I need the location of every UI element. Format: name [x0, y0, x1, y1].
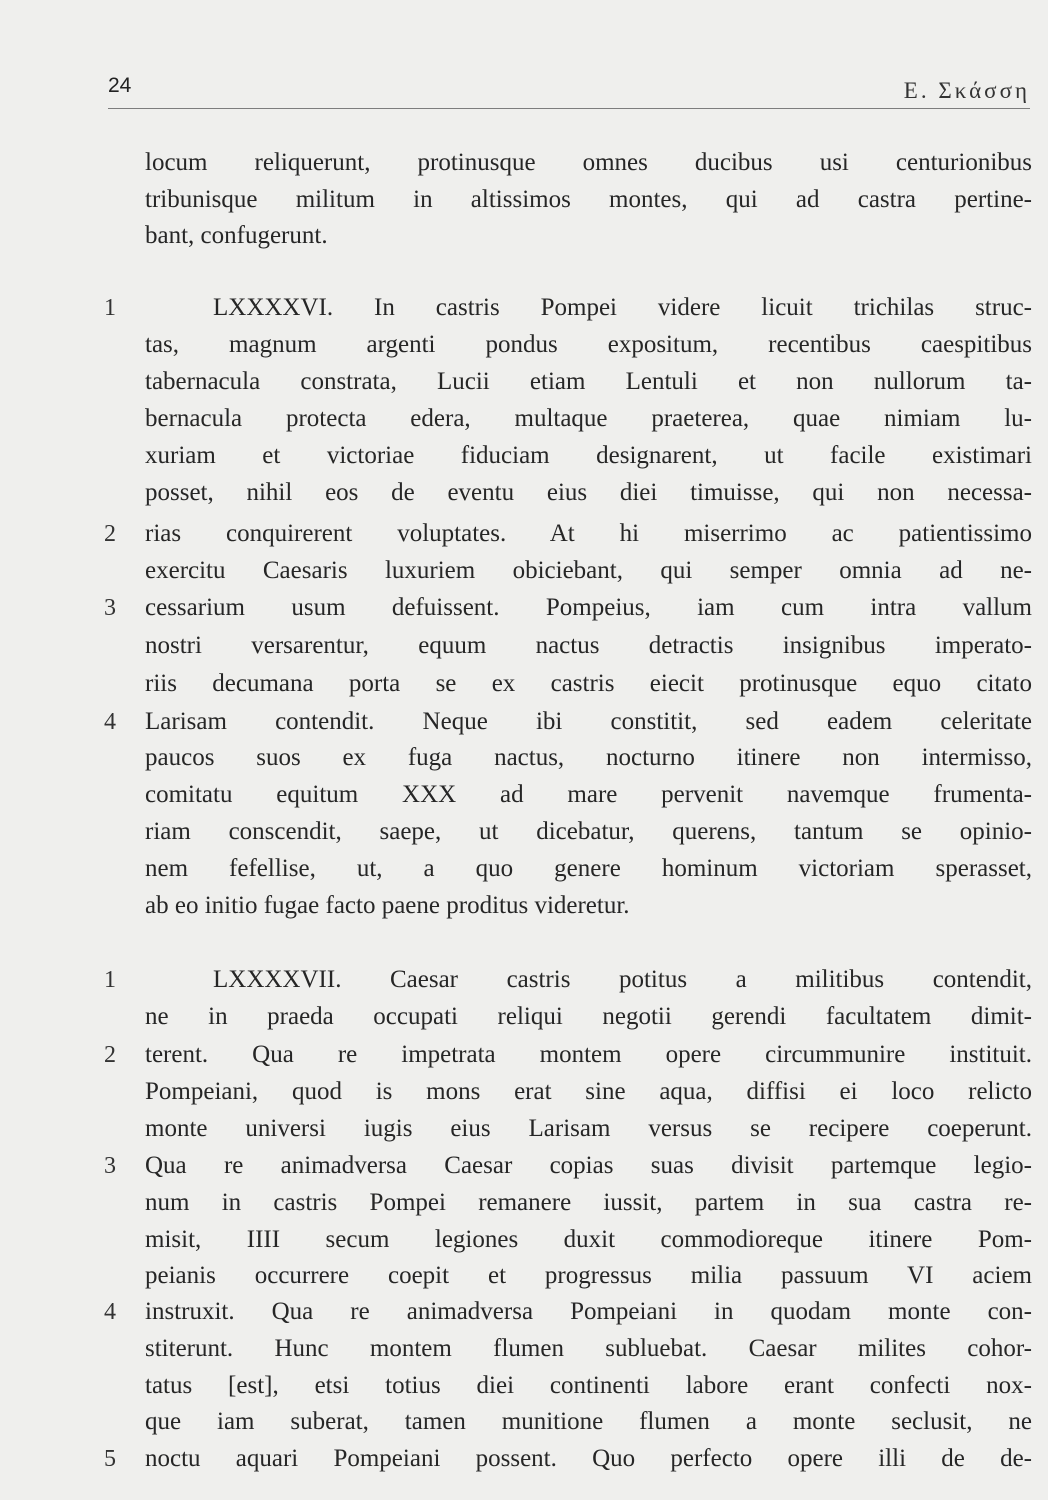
text-line: monte universi iugis eius Larisam versus se recipere coeperunt.: [145, 1115, 1032, 1142]
text-line: noctu aquari Pompeiani possent. Quo perfecto opere illi de de-: [145, 1445, 1032, 1472]
margin-number: 2: [104, 521, 116, 547]
text-line: paucos suos ex fuga nactus, nocturno itinere non intermisso,: [145, 744, 1032, 771]
text-line: terent. Qua re impetrata montem opere circummunire instituit.: [145, 1041, 1032, 1068]
margin-number: 1: [104, 967, 116, 993]
text-line: locum reliquerunt, protinusque omnes ducibus usi centurionibus: [145, 149, 1032, 176]
chapter-heading-line: LXXXXVII. Caesar castris potitus a militibus contendit,: [213, 966, 1032, 993]
text-line: exercitu Caesaris luxuriem obiciebant, qui semper omnia ad ne-: [145, 557, 1032, 584]
running-head: Ε. Σκάσση: [903, 78, 1030, 103]
header-rule: [108, 108, 1030, 109]
text-line: tatus [est], etsi totius diei continenti labore erant confecti nox-: [145, 1372, 1032, 1399]
text-line: nem fefellise, ut, a quo genere hominum victoriam sperasset,: [145, 855, 1032, 882]
margin-number: 2: [104, 1042, 116, 1068]
text-line: peianis occurrere coepit et progressus milia passuum VI aciem: [145, 1262, 1032, 1289]
text-line: posset, nihil eos de eventu eius diei timuisse, qui non necessa-: [145, 479, 1032, 506]
text-line: tas, magnum argenti pondus expositum, recentibus caespitibus: [145, 331, 1032, 358]
text-line: stiterunt. Hunc montem flumen subluebat. Caesar milites cohor-: [145, 1335, 1032, 1362]
text-line: Qua re animadversa Caesar copias suas divisit partemque legio-: [145, 1152, 1032, 1179]
margin-number: 5: [104, 1446, 116, 1472]
text-line: que iam suberat, tamen munitione flumen a monte seclusit, ne: [145, 1408, 1032, 1435]
page-number: 24: [108, 74, 132, 97]
text-line: Pompeiani, quod is mons erat sine aqua, diffisi ei loco relicto: [145, 1078, 1032, 1105]
text-line: misit, IIII secum legiones duxit commodioreque itinere Pom-: [145, 1226, 1032, 1253]
text-line: tribunisque militum in altissimos montes, qui ad castra pertine-: [145, 186, 1032, 213]
text-line: cessarium usum defuissent. Pompeius, iam cum intra vallum: [145, 594, 1032, 621]
text-line: riam conscendit, saepe, ut dicebatur, querens, tantum se opinio-: [145, 818, 1032, 845]
margin-number: 1: [104, 295, 116, 321]
text-line: comitatu equitum XXX ad mare pervenit navemque frumenta-: [145, 781, 1032, 808]
page-header: [108, 70, 1030, 110]
margin-number: 3: [104, 595, 116, 621]
text-line: bernacula protecta edera, multaque praeterea, quae nimiam lu-: [145, 405, 1032, 432]
text-line: ne in praeda occupati reliqui negotii gerendi facultatem dimit-: [145, 1003, 1032, 1030]
text-line: ab eo initio fugae facto paene proditus videretur.: [145, 892, 630, 919]
text-line: num in castris Pompei remanere iussit, partem in sua castra re-: [145, 1189, 1032, 1216]
text-line: rias conquirerent voluptates. At hi miserrimo ac patientissimo: [145, 520, 1032, 547]
text-line: bant, confugerunt.: [145, 222, 328, 249]
chapter-heading-line: LXXXXVI. In castris Pompei videre licuit trichilas struc-: [213, 294, 1032, 321]
margin-number: 3: [104, 1153, 116, 1179]
text-line: Larisam contendit. Neque ibi constitit, sed eadem celeritate: [145, 708, 1032, 735]
text-line: xuriam et victoriae fiduciam designarent, ut facile existimari: [145, 442, 1032, 469]
text-line: nostri versarentur, equum nactus detractis insignibus imperato-: [145, 632, 1032, 659]
text-line: riis decumana porta se ex castris eiecit protinusque equo citato: [145, 670, 1032, 697]
margin-number: 4: [104, 709, 116, 735]
text-line: instruxit. Qua re animadversa Pompeiani in quodam monte con-: [145, 1298, 1032, 1325]
text-line: tabernacula constrata, Lucii etiam Lentuli et non nullorum ta-: [145, 368, 1032, 395]
margin-number: 4: [104, 1299, 116, 1325]
